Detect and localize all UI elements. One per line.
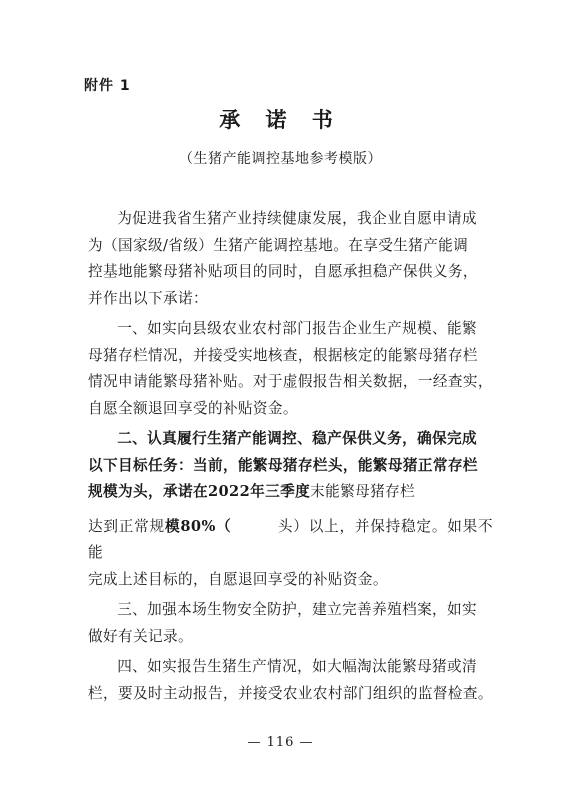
commitment-item-4 [88,654,493,707]
text-line: 四、如实报告生猪生产情况，如大幅淘汰能繁母猪或清 [117,658,478,675]
text-line: 栏，要及时主动报告，并接受农业农村部门组织的监督检查。 [88,684,493,702]
text-line: 并作出以下承诺： [88,289,208,307]
document-subtitle: （生猪产能调控基地参考模版） [179,151,382,167]
text-line: 为（国家级/省级）生猪产能调控基地。在享受生猪产能调 [88,236,469,254]
text-line: 一、如实向县级农业农村部门报告企业生产规模、能繁 [117,320,478,337]
text-line: 自愿全额退回享受的补贴资金。 [88,399,298,417]
intro-paragraph [88,206,493,312]
text-line: 以下目标任务：当前，能繁母猪存栏头，能繁母猪正常存栏 [88,456,478,474]
text-fragment: 达到正常规 [88,517,165,535]
text-line: 完成上述目标的，自愿退回享受的补贴资金。 [88,570,388,588]
commitment-item-3 [88,597,493,650]
document-title: 承 诺 书 [219,107,342,132]
text-line: 做好有关记录。 [88,627,193,645]
text-line: 控基地能繁母猪补贴项目的同时，自愿承担稳产保供义务， [88,263,478,280]
text-line: 母猪存栏情况，并接受实地核查，根据核定的能繁母猪存栏 [88,346,478,364]
text-line: 二、认真履行生猪产能调控、稳产保供义务，确保完成 [117,430,478,447]
bold-fragment: 模80%（ [164,517,232,535]
document-body [88,206,493,711]
text-line: 情况申请能繁母猪补贴。对于虚假报告相关数据，一经查实， [88,373,493,390]
bold-fragment: 规模为头，承诺在2022年三季度 [88,483,311,500]
commitment-item-2 [88,426,493,593]
attachment-label: 附件 1 [84,78,131,94]
text-fragment: 末能繁母猪存栏 [310,483,416,500]
text-line [88,479,493,506]
text-line: 三、加强本场生物安全防护，建立完善养殖档案，如实 [117,601,478,618]
text-line [88,514,493,567]
text-fragment: 头）以上，并保持稳定。如果不能 [88,517,493,561]
page-number: — 116 — [247,735,314,750]
text-line: 为促进我省生猪产业持续健康发展，我企业自愿申请成 [117,210,478,227]
commitment-item-1 [88,316,493,422]
